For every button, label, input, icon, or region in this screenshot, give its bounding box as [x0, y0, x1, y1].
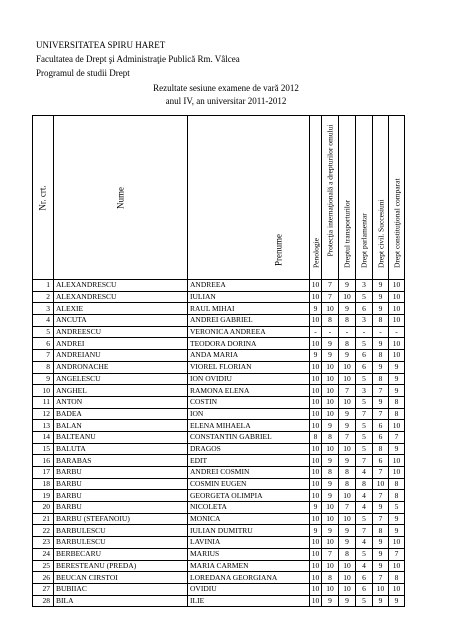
- grade-cell: 10: [389, 455, 405, 467]
- grade-cell: 8: [310, 431, 322, 443]
- table-row: [33, 583, 405, 595]
- student-first-name: ANDREI COSMIN: [188, 467, 310, 479]
- grade-cell: -: [339, 326, 356, 338]
- student-last-name: ANDREI: [54, 338, 188, 350]
- grade-cell: 10: [389, 291, 405, 303]
- grade-cell: 8: [373, 373, 389, 385]
- grade-cell: 6: [356, 361, 373, 373]
- grade-cell: 9: [389, 373, 405, 385]
- row-number: 5: [33, 326, 54, 338]
- col-header-prenume: Prenume: [188, 116, 310, 280]
- grade-cell: 10: [373, 478, 389, 490]
- grade-cell: 9: [389, 385, 405, 397]
- grade-cell: 7: [339, 385, 356, 397]
- student-last-name: BARBU: [54, 467, 188, 479]
- grade-cell: 10: [310, 396, 322, 408]
- academic-year: anul IV, an universitar 2011-2012: [165, 96, 287, 106]
- grade-cell: 9: [373, 280, 389, 292]
- grade-cell: 3: [356, 315, 373, 327]
- grade-cell: 8: [322, 572, 339, 584]
- grade-cell: 9: [373, 560, 389, 572]
- table-row: [33, 338, 405, 350]
- grade-cell: 8: [373, 443, 389, 455]
- grade-cell: 9: [389, 525, 405, 537]
- grade-cell: 10: [310, 408, 322, 420]
- student-first-name: IULIAN: [188, 291, 310, 303]
- grade-cell: 7: [389, 548, 405, 560]
- table-row: [33, 572, 405, 584]
- grade-cell: 7: [389, 431, 405, 443]
- grade-cell: 10: [339, 373, 356, 385]
- grade-cell: 9: [310, 350, 322, 362]
- grade-cell: 8: [322, 315, 339, 327]
- grade-cell: 10: [389, 350, 405, 362]
- grade-cell: 10: [310, 443, 322, 455]
- student-first-name: CONSTANTIN GABRIEL: [188, 431, 310, 443]
- grade-cell: 6: [356, 572, 373, 584]
- grade-cell: 9: [339, 408, 356, 420]
- grade-cell: 9: [339, 525, 356, 537]
- grade-cell: 3: [356, 280, 373, 292]
- student-last-name: BARBULESCU: [54, 525, 188, 537]
- grade-cell: 10: [389, 338, 405, 350]
- grade-cell: 8: [339, 338, 356, 350]
- grade-cell: 10: [310, 583, 322, 595]
- student-last-name: BERESTEANU (PREDA): [54, 560, 188, 572]
- student-first-name: NICOLETA: [188, 502, 310, 514]
- grade-cell: 10: [322, 303, 339, 315]
- grade-cell: -: [373, 326, 389, 338]
- table-row: [33, 396, 405, 408]
- table-row: [33, 291, 405, 303]
- grade-cell: 10: [310, 455, 322, 467]
- student-last-name: ANDREESCU: [54, 326, 188, 338]
- grade-cell: -: [356, 326, 373, 338]
- student-first-name: MONICA: [188, 513, 310, 525]
- student-first-name: MARIUS: [188, 548, 310, 560]
- row-number: 17: [33, 467, 54, 479]
- grade-cell: 8: [373, 350, 389, 362]
- student-last-name: ANGHEL: [54, 385, 188, 397]
- grade-cell: 10: [389, 280, 405, 292]
- table-row: [33, 326, 405, 338]
- grade-cell: 9: [339, 303, 356, 315]
- grade-cell: 9: [322, 595, 339, 607]
- student-last-name: BALAN: [54, 420, 188, 432]
- table-row: [33, 525, 405, 537]
- table-header-row: [33, 116, 405, 280]
- row-number: 28: [33, 595, 54, 607]
- grade-cell: 10: [322, 583, 339, 595]
- grade-cell: 6: [373, 431, 389, 443]
- grade-cell: 10: [389, 537, 405, 549]
- table-row: [33, 443, 405, 455]
- document-header: [36, 38, 240, 80]
- grade-cell: 7: [322, 291, 339, 303]
- grade-cell: 5: [356, 373, 373, 385]
- row-number: 26: [33, 572, 54, 584]
- grade-cell: 6: [356, 350, 373, 362]
- student-first-name: TEODORA DORINA: [188, 338, 310, 350]
- student-first-name: MARIA CARMEN: [188, 560, 310, 572]
- student-last-name: ANDREIANU: [54, 350, 188, 362]
- student-last-name: BEUCAN CIRSTOI: [54, 572, 188, 584]
- table-row: [33, 490, 405, 502]
- student-first-name: EDIT: [188, 455, 310, 467]
- student-last-name: BARBU (STEFANOIU): [54, 513, 188, 525]
- document-title: [0, 82, 452, 108]
- student-first-name: VERONICA ANDREEA: [188, 326, 310, 338]
- grade-cell: 7: [373, 513, 389, 525]
- row-number: 24: [33, 548, 54, 560]
- student-first-name: ION: [188, 408, 310, 420]
- grade-cell: 10: [310, 537, 322, 549]
- table-row: [33, 361, 405, 373]
- row-number: 16: [33, 455, 54, 467]
- grade-cell: 9: [322, 478, 339, 490]
- grade-cell: 7: [339, 502, 356, 514]
- student-last-name: ANTON: [54, 396, 188, 408]
- grade-cell: 9: [339, 455, 356, 467]
- grade-cell: 8: [389, 478, 405, 490]
- grade-cell: 10: [389, 583, 405, 595]
- faculty-name: Facultatea de Drept şi Administraţie Publică Rm. Vâlcea: [36, 54, 240, 64]
- grade-cell: 6: [373, 455, 389, 467]
- student-first-name: COSMIN EUGEN: [188, 478, 310, 490]
- grade-cell: 10: [310, 467, 322, 479]
- student-last-name: ALEXIE: [54, 303, 188, 315]
- grade-cell: 4: [356, 467, 373, 479]
- table-row: [33, 455, 405, 467]
- row-number: 12: [33, 408, 54, 420]
- grade-cell: 10: [322, 396, 339, 408]
- grade-cell: 5: [356, 291, 373, 303]
- grade-cell: 3: [356, 385, 373, 397]
- student-first-name: ILIE: [188, 595, 310, 607]
- grade-cell: 9: [373, 361, 389, 373]
- grade-cell: 5: [356, 431, 373, 443]
- grade-cell: 10: [310, 291, 322, 303]
- row-number: 14: [33, 431, 54, 443]
- grade-cell: 9: [373, 595, 389, 607]
- row-number: 20: [33, 502, 54, 514]
- grade-cell: 5: [356, 338, 373, 350]
- grade-cell: 10: [310, 572, 322, 584]
- grade-cell: 9: [373, 537, 389, 549]
- grade-cell: 9: [373, 338, 389, 350]
- grade-cell: 10: [310, 280, 322, 292]
- student-last-name: BALUTA: [54, 443, 188, 455]
- col-header-nr: Nr. crt.: [33, 116, 54, 280]
- grade-cell: 8: [339, 548, 356, 560]
- study-program: Programul de studii Drept: [36, 68, 130, 78]
- table-row: [33, 467, 405, 479]
- grade-cell: 9: [389, 443, 405, 455]
- grade-cell: 8: [373, 315, 389, 327]
- grade-cell: 7: [356, 408, 373, 420]
- grade-cell: 9: [373, 502, 389, 514]
- grade-cell: 9: [389, 513, 405, 525]
- table-row: [33, 373, 405, 385]
- grade-cell: 10: [339, 560, 356, 572]
- grade-cell: 10: [310, 385, 322, 397]
- grade-cell: 10: [322, 560, 339, 572]
- grade-cell: 6: [356, 583, 373, 595]
- row-number: 9: [33, 373, 54, 385]
- table-body: [33, 280, 405, 607]
- table-row: [33, 280, 405, 292]
- grade-cell: 8: [389, 572, 405, 584]
- grade-cell: 7: [356, 455, 373, 467]
- student-last-name: BARBULESCU: [54, 537, 188, 549]
- col-header-subject: Drept parlamentar: [356, 116, 373, 280]
- row-number: 10: [33, 385, 54, 397]
- grade-cell: 10: [310, 490, 322, 502]
- grade-cell: 8: [389, 408, 405, 420]
- student-last-name: BERBECARU: [54, 548, 188, 560]
- table-row: [33, 513, 405, 525]
- table-row: [33, 385, 405, 397]
- col-header-subject: Penologie: [310, 116, 322, 280]
- grade-cell: 9: [322, 525, 339, 537]
- grade-cell: 7: [339, 431, 356, 443]
- grade-cell: 9: [389, 595, 405, 607]
- table-row: [33, 303, 405, 315]
- grade-cell: 10: [339, 513, 356, 525]
- grade-cell: 10: [322, 385, 339, 397]
- grade-cell: 10: [389, 467, 405, 479]
- grade-cell: 10: [339, 291, 356, 303]
- grade-cell: 10: [322, 361, 339, 373]
- grade-cell: 10: [310, 315, 322, 327]
- university-name: UNIVERSITATEA SPIRU HARET: [36, 40, 166, 50]
- grade-cell: 10: [389, 315, 405, 327]
- student-last-name: BARBU: [54, 502, 188, 514]
- student-last-name: ANCUTA: [54, 315, 188, 327]
- grade-cell: 10: [322, 513, 339, 525]
- col-header-subject: Dreptul transporturilor: [339, 116, 356, 280]
- grade-cell: 10: [310, 373, 322, 385]
- student-last-name: BILA: [54, 595, 188, 607]
- student-first-name: ANDA MARIA: [188, 350, 310, 362]
- grade-cell: 10: [389, 303, 405, 315]
- grade-cell: 5: [356, 420, 373, 432]
- grade-cell: 6: [373, 420, 389, 432]
- grade-cell: 8: [322, 467, 339, 479]
- table-row: [33, 537, 405, 549]
- grade-cell: 10: [339, 583, 356, 595]
- grade-cell: 10: [310, 361, 322, 373]
- grade-cell: 9: [389, 361, 405, 373]
- grade-cell: 9: [373, 548, 389, 560]
- grade-cell: 10: [322, 373, 339, 385]
- student-last-name: ANDRONACHE: [54, 361, 188, 373]
- grade-cell: 9: [339, 350, 356, 362]
- row-number: 11: [33, 396, 54, 408]
- results-table: [32, 115, 405, 607]
- grade-cell: 9: [322, 490, 339, 502]
- student-first-name: ANDREEA: [188, 280, 310, 292]
- table-row: [33, 420, 405, 432]
- row-number: 8: [33, 361, 54, 373]
- row-number: 19: [33, 490, 54, 502]
- grade-cell: 8: [339, 315, 356, 327]
- grade-cell: -: [322, 326, 339, 338]
- table-row: [33, 595, 405, 607]
- table-row: [33, 502, 405, 514]
- grade-cell: -: [389, 326, 405, 338]
- col-header-subject: Drept civil. Succesiuni: [373, 116, 389, 280]
- grade-cell: 9: [339, 280, 356, 292]
- col-header-subject: Drept constituţional comparat: [389, 116, 405, 280]
- row-number: 13: [33, 420, 54, 432]
- grade-cell: 9: [310, 303, 322, 315]
- grade-cell: 10: [322, 443, 339, 455]
- student-last-name: BALTEANU: [54, 431, 188, 443]
- grade-cell: 10: [339, 396, 356, 408]
- grade-cell: 10: [339, 443, 356, 455]
- student-last-name: BARBU: [54, 478, 188, 490]
- row-number: 6: [33, 338, 54, 350]
- row-number: 4: [33, 315, 54, 327]
- table-row: [33, 350, 405, 362]
- student-first-name: ELENA MIHAELA: [188, 420, 310, 432]
- grade-cell: 10: [310, 513, 322, 525]
- row-number: 25: [33, 560, 54, 572]
- grade-cell: 9: [339, 595, 356, 607]
- table-row: [33, 315, 405, 327]
- grade-cell: 10: [389, 420, 405, 432]
- grade-cell: 4: [356, 537, 373, 549]
- grade-cell: 9: [373, 303, 389, 315]
- grade-cell: 5: [356, 548, 373, 560]
- grade-cell: 9: [339, 420, 356, 432]
- col-header-subject: Protecţia internaţională a drepturilor omului: [322, 116, 339, 280]
- grade-cell: 10: [339, 490, 356, 502]
- grade-cell: 8: [389, 396, 405, 408]
- grade-cell: 7: [373, 467, 389, 479]
- student-first-name: VIOREL FLORIAN: [188, 361, 310, 373]
- grade-cell: 8: [322, 431, 339, 443]
- grade-cell: 10: [322, 408, 339, 420]
- grade-cell: 7: [373, 490, 389, 502]
- student-last-name: ANGELESCU: [54, 373, 188, 385]
- grade-cell: 10: [373, 583, 389, 595]
- grade-cell: 9: [373, 396, 389, 408]
- session-title: Rezultate sesiune examene de vară 2012: [153, 83, 299, 93]
- student-first-name: GEORGETA OLIMPIA: [188, 490, 310, 502]
- grade-cell: 8: [373, 525, 389, 537]
- grade-cell: 9: [322, 338, 339, 350]
- table-row: [33, 431, 405, 443]
- grade-cell: 10: [339, 572, 356, 584]
- student-first-name: ANDREI GABRIEL: [188, 315, 310, 327]
- student-first-name: RAUL MIHAI: [188, 303, 310, 315]
- grade-cell: 10: [322, 537, 339, 549]
- row-number: 23: [33, 537, 54, 549]
- grade-cell: -: [310, 326, 322, 338]
- col-header-nume: Nume: [54, 116, 188, 280]
- grade-cell: 10: [389, 560, 405, 572]
- row-number: 27: [33, 583, 54, 595]
- row-number: 2: [33, 291, 54, 303]
- row-number: 22: [33, 525, 54, 537]
- student-first-name: ION OVIDIU: [188, 373, 310, 385]
- grade-cell: 7: [373, 385, 389, 397]
- grade-cell: 4: [356, 490, 373, 502]
- grade-cell: 9: [339, 537, 356, 549]
- grade-cell: 10: [310, 548, 322, 560]
- grade-cell: 10: [310, 478, 322, 490]
- grade-cell: 5: [356, 595, 373, 607]
- student-first-name: COSTIN: [188, 396, 310, 408]
- grade-cell: 9: [322, 455, 339, 467]
- grade-cell: 10: [322, 502, 339, 514]
- student-first-name: LOREDANA GEORGIANA: [188, 572, 310, 584]
- table-row: [33, 408, 405, 420]
- grade-cell: 5: [356, 443, 373, 455]
- grade-cell: 5: [356, 396, 373, 408]
- grade-cell: 9: [322, 420, 339, 432]
- grade-cell: 8: [389, 490, 405, 502]
- table-row: [33, 548, 405, 560]
- grade-cell: 4: [356, 502, 373, 514]
- student-last-name: BUBIIAC: [54, 583, 188, 595]
- student-first-name: LAVINIA: [188, 537, 310, 549]
- grade-cell: 8: [356, 478, 373, 490]
- grade-cell: 4: [356, 560, 373, 572]
- grade-cell: 9: [310, 525, 322, 537]
- table-row: [33, 478, 405, 490]
- grade-cell: 8: [339, 467, 356, 479]
- grade-cell: 10: [339, 361, 356, 373]
- table-row: [33, 560, 405, 572]
- grade-cell: 6: [356, 303, 373, 315]
- row-number: 1: [33, 280, 54, 292]
- student-first-name: IULIAN DUMITRU: [188, 525, 310, 537]
- row-number: 21: [33, 513, 54, 525]
- row-number: 7: [33, 350, 54, 362]
- row-number: 15: [33, 443, 54, 455]
- grade-cell: 7: [373, 572, 389, 584]
- grade-cell: 10: [310, 338, 322, 350]
- grade-cell: 9: [310, 502, 322, 514]
- grade-cell: 5: [389, 502, 405, 514]
- student-last-name: ALEXANDRESCU: [54, 280, 188, 292]
- grade-cell: 7: [356, 525, 373, 537]
- student-first-name: RAMONA ELENA: [188, 385, 310, 397]
- student-last-name: BADEA: [54, 408, 188, 420]
- grade-cell: 7: [373, 408, 389, 420]
- grade-cell: 10: [310, 595, 322, 607]
- grade-cell: 10: [310, 420, 322, 432]
- grade-cell: 5: [356, 513, 373, 525]
- grade-cell: 8: [339, 478, 356, 490]
- grade-cell: 9: [373, 291, 389, 303]
- student-first-name: DRAGOS: [188, 443, 310, 455]
- grade-cell: 7: [322, 548, 339, 560]
- student-last-name: ALEXANDRESCU: [54, 291, 188, 303]
- grade-cell: 9: [322, 350, 339, 362]
- grade-cell: 10: [310, 560, 322, 572]
- row-number: 3: [33, 303, 54, 315]
- student-last-name: BARABAS: [54, 455, 188, 467]
- student-last-name: BARBU: [54, 490, 188, 502]
- row-number: 18: [33, 478, 54, 490]
- grade-cell: 7: [322, 280, 339, 292]
- student-first-name: OVIDIU: [188, 583, 310, 595]
